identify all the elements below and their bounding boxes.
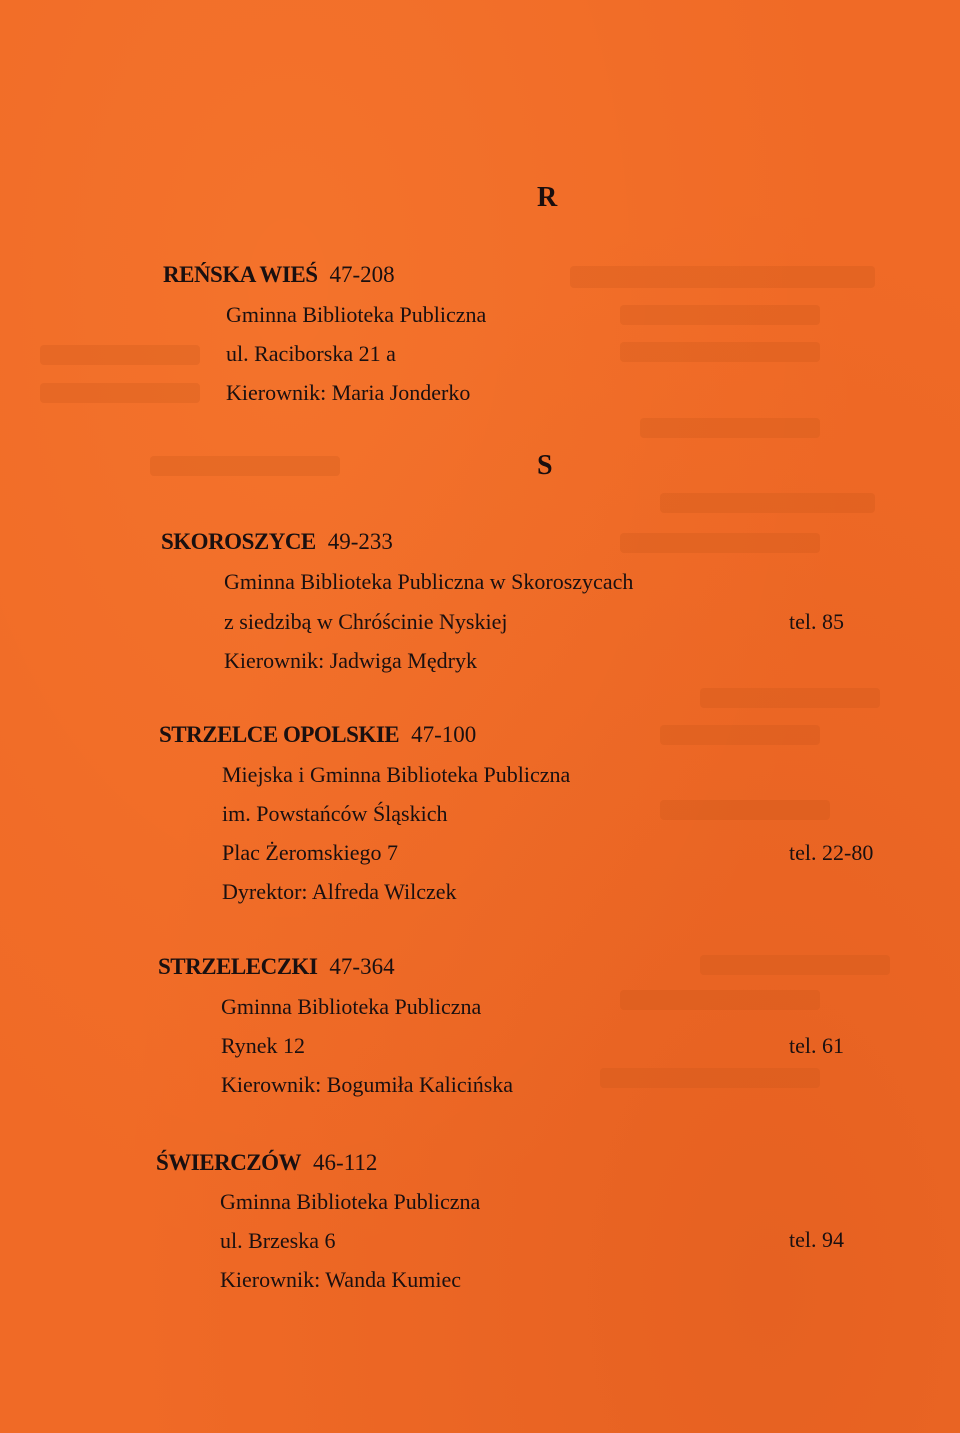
town-heading (159, 722, 476, 748)
section-letter: S (537, 450, 553, 481)
bleed-through-mark (150, 456, 340, 476)
bleed-through-mark (620, 533, 820, 553)
postal-code: 47-208 (329, 262, 395, 287)
phone-number: tel. 22-80 (789, 840, 874, 865)
entry-line: Kierownik: Bogumiła Kalicińska (221, 1072, 514, 1097)
town-name: ŚWIERCZÓW (156, 1150, 302, 1175)
postal-code: 47-100 (411, 722, 477, 747)
town-heading (158, 954, 395, 980)
entry-line: Kierownik: Jadwiga Mędryk (224, 648, 477, 673)
town-name: REŃSKA WIEŚ (163, 262, 318, 287)
entry-line: Gminna Biblioteka Publiczna (226, 302, 487, 327)
town-heading (161, 529, 393, 555)
town-heading (163, 262, 395, 288)
town-heading (156, 1150, 377, 1176)
entry-line: Kierownik: Maria Jonderko (226, 380, 471, 405)
bleed-through-mark (700, 955, 890, 975)
postal-code: 49-233 (327, 529, 393, 554)
entry-line: Miejska i Gminna Biblioteka Publiczna (222, 762, 571, 787)
postal-code: 47-364 (329, 954, 395, 979)
bleed-through-mark (660, 725, 820, 745)
entry-line: ul. Brzeska 6 (220, 1228, 336, 1253)
bleed-through-mark (40, 383, 200, 403)
bleed-through-mark (570, 266, 875, 288)
bleed-through-mark (640, 418, 820, 438)
entry-line: Gminna Biblioteka Publiczna (220, 1189, 481, 1214)
entry-line: Gminna Biblioteka Publiczna (221, 994, 482, 1019)
entry-line: Rynek 12 (221, 1033, 306, 1058)
town-name: STRZELCE OPOLSKIE (159, 722, 400, 747)
bleed-through-mark (660, 800, 830, 820)
bleed-through-mark (700, 688, 880, 708)
bleed-through-mark (620, 990, 820, 1010)
phone-number: tel. 61 (789, 1033, 844, 1058)
phone-number: tel. 85 (789, 609, 844, 634)
entry-line: ul. Raciborska 21 a (226, 341, 396, 366)
section-letter: R (537, 182, 558, 213)
entry-line: Plac Żeromskiego 7 (222, 840, 398, 865)
bleed-through-mark (620, 305, 820, 325)
bleed-through-mark (660, 493, 875, 513)
bleed-through-mark (600, 1068, 820, 1088)
entry-line: im. Powstańców Śląskich (222, 801, 448, 826)
entry-line: Gminna Biblioteka Publiczna w Skoroszycach (224, 569, 634, 594)
bleed-through-mark (40, 345, 200, 365)
entry-line: z siedzibą w Chróścinie Nyskiej (224, 609, 508, 634)
entry-line: Kierownik: Wanda Kumiec (220, 1267, 461, 1292)
postal-code: 46-112 (313, 1150, 378, 1175)
town-name: STRZELECZKI (158, 954, 318, 979)
bleed-through-mark (620, 342, 820, 362)
phone-number: tel. 94 (789, 1227, 844, 1252)
entry-line: Dyrektor: Alfreda Wilczek (222, 879, 457, 904)
town-name: SKOROSZYCE (161, 529, 316, 554)
